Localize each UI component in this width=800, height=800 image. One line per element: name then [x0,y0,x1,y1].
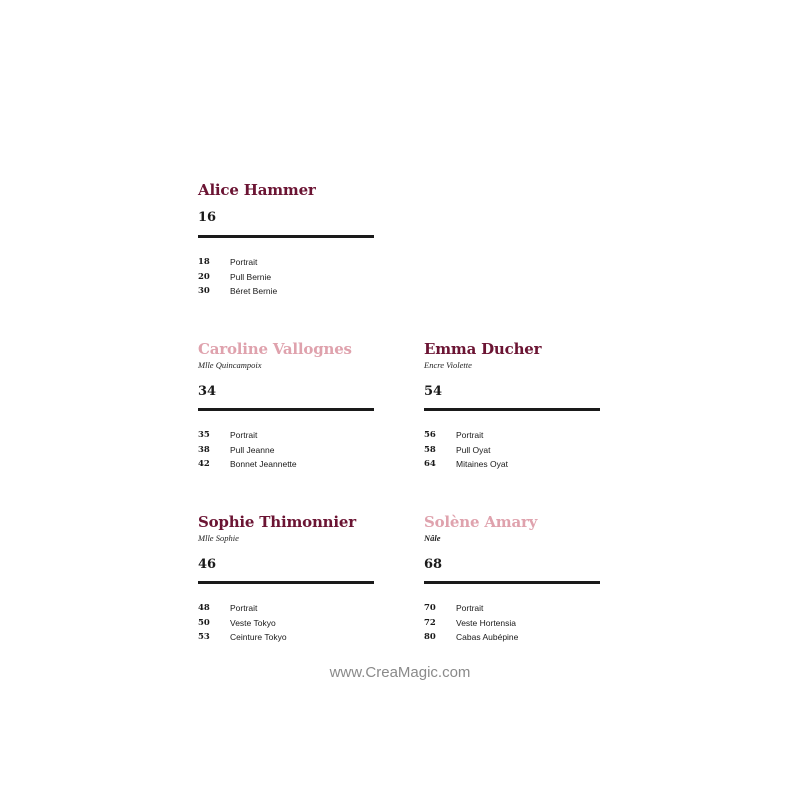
designer-name: Caroline Vallognes [198,340,352,358]
item-title: Portrait [456,603,484,614]
contents-item[interactable] [198,255,374,270]
section-divider-rule [198,235,374,238]
item-page-number: 64 [424,459,436,470]
watermark-text: www.CreaMagic.com [329,664,471,681]
designer-name: Sophie Thimonnier [198,513,356,531]
item-title: Pull Bernie [230,271,272,282]
item-title: Pull Oyat [456,444,491,455]
item-page-number: 30 [198,286,210,297]
contents-item[interactable] [198,630,374,645]
section-start-page: 16 [198,210,217,225]
contents-item[interactable] [424,457,600,472]
item-title: Portrait [230,257,258,268]
item-title: Portrait [230,603,258,614]
section-start-page: 46 [198,557,217,572]
item-page-number: 70 [424,603,436,614]
section-start-page: 54 [424,384,443,399]
item-title: Veste Hortensia [456,617,517,628]
item-page-number: 53 [198,632,210,643]
item-title: Veste Tokyo [230,617,276,628]
item-title: Cabas Aubépine [456,632,519,643]
contents-section-solene-amary [424,513,600,648]
item-page-number: 48 [198,603,210,614]
item-page-number: 56 [424,430,436,441]
item-page-number: 80 [424,632,436,643]
item-page-number: 18 [198,257,210,268]
contents-item[interactable] [198,443,374,458]
contents-item[interactable] [198,428,374,443]
item-page-number: 20 [198,271,210,282]
item-title: Ceinture Tokyo [230,632,287,643]
contents-section-sophie-thimonnier [198,513,374,648]
item-title: Portrait [456,430,484,441]
contents-item[interactable] [198,601,374,616]
contents-item[interactable] [424,616,600,631]
contents-item[interactable] [198,616,374,631]
designer-name: Alice Hammer [198,181,316,199]
contents-list [424,601,600,645]
contents-item[interactable] [424,443,600,458]
item-page-number: 35 [198,430,210,441]
contents-item[interactable] [424,428,600,443]
item-title: Mitaines Oyat [456,459,508,470]
brand-name: Mlle Sophie [198,533,239,543]
contents-list [198,428,374,472]
contents-section-alice-hammer [198,181,374,301]
contents-item[interactable] [198,270,374,285]
section-divider-rule [424,408,600,411]
contents-section-caroline-vallognes [198,340,374,475]
contents-section-emma-ducher [424,340,600,475]
contents-item[interactable] [198,457,374,472]
item-page-number: 38 [198,444,210,455]
brand-name: Encre Violette [424,360,472,370]
contents-list [424,428,600,472]
contents-list [198,601,374,645]
item-title: Pull Jeanne [230,444,275,455]
item-title: Portrait [230,430,258,441]
item-page-number: 72 [424,617,436,628]
section-divider-rule [198,408,374,411]
contents-item[interactable] [424,601,600,616]
brand-name: Nâle [424,533,441,543]
section-start-page: 34 [198,384,217,399]
item-title: Bonnet Jeannette [230,459,297,470]
contents-item[interactable] [198,284,374,299]
section-divider-rule [424,581,600,584]
item-title: Béret Bernie [230,286,278,297]
brand-name: Mlle Quincampoix [198,360,262,370]
designer-name: Solène Amary [424,513,538,531]
contents-item[interactable] [424,630,600,645]
section-divider-rule [198,581,374,584]
designer-name: Emma Ducher [424,340,542,358]
contents-list [198,255,374,299]
item-page-number: 42 [198,459,210,470]
item-page-number: 50 [198,617,210,628]
item-page-number: 58 [424,444,436,455]
section-start-page: 68 [424,557,443,572]
